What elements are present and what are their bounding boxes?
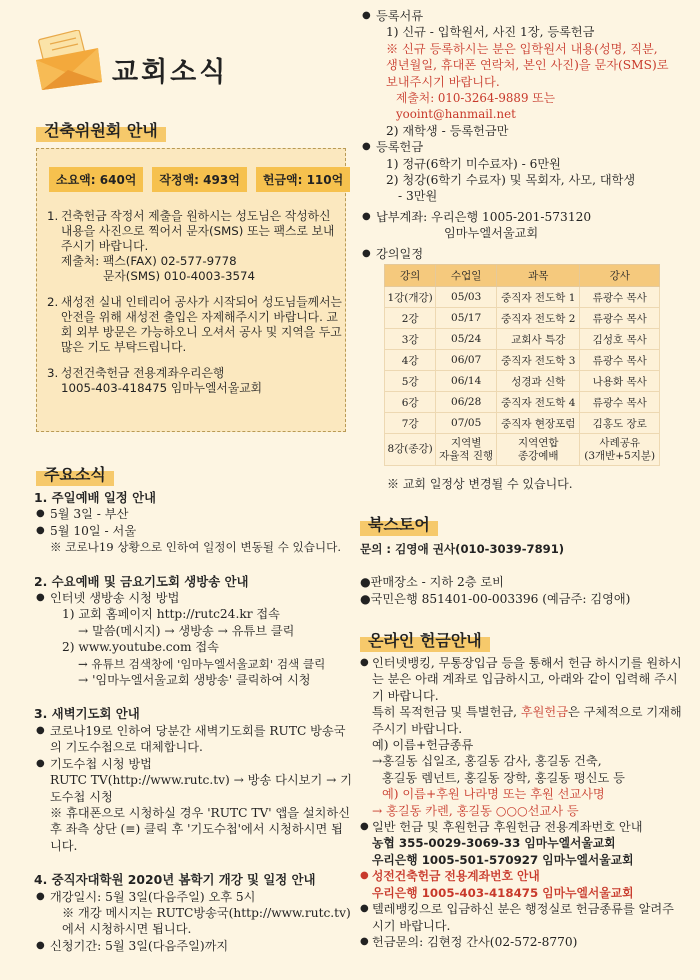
table-cell: 나용화 목사: [580, 371, 660, 392]
table-cell: 4강: [385, 350, 436, 371]
table-row: [385, 434, 660, 466]
news-item-3: 3. 새벽기도회 안내 ● 코로나19로 인하여 당분간 새벽기도회를 RUTC 방송국의 기도수첩으로 대체합니다. ● 기도수첩 시청 방법 RUTC TV(http://www.rutc.tv) → 방송 다시보기 → 기도수첩 시청 ※ 휴대폰으로 시청하실 경우 'RUTC TV' 앱을 설치하신 후 좌측 상단 (≡) 클릭 후 '기도수첩'에서 시청하시면 됩니다.: [34, 706, 354, 854]
table-cell: 05/03: [436, 287, 497, 308]
table-cell: 06/28: [436, 392, 497, 413]
bookstore-info: ●판매장소 - 지하 2층 로비 ●국민은행 851401-00-003396 (예금주: 김영애): [360, 575, 631, 606]
amount-badges: [49, 167, 350, 192]
table-cell: 성경과 신학: [497, 371, 580, 392]
online-offering-info: ● 인터넷뱅킹, 무통장입금 등을 통해서 헌금 하시기를 원하시는 분은 아래 계좌로 입금하시고, 아래와 같이 입력해 주시기 바랍니다. 특히 목적헌금 및 특별헌금, 후원헌금은 구체적으로 기재해 주시기 바랍니다. 예) 이름+헌금종류 →홍길동 십일조, 홍길동 감사, 홍길동 건축, 홍길동 렘넌트, 홍길동 장학, 홍길동 평신도 등 예) 이름+후원 나라명 또는 후원 선교사명 → 홍길동 카렌, 홍길동 ○○○선교사 등 ● 일반 헌금 및 후원헌금 후원헌금 전용계좌번호 안내 농협 355-0029-3069-33 임마누엘서울교회 우리은행 1005-501-570927 임마누엘서울교회 ● 성전건축헌금 전용계좌번호 안내 우리은행 1005-403-418475 임마누엘서울교회 ● 텔레뱅킹으로 입금하신 분은 행정실로 헌금종류를 알려주시기 바랍니다. ● 헌금문의: 김현정 간사(02-572-8770): [360, 655, 682, 950]
table-cell: 06/14: [436, 371, 497, 392]
news-heading: 주요소식: [36, 460, 114, 488]
table-cell: 지역별 자율적 진행: [436, 434, 497, 466]
submission-contact: 제출처: 010-3264-9889 또는 yooint@hanmail.net: [396, 91, 555, 122]
table-cell: 05/17: [436, 308, 497, 329]
pledged-amount-badge: 작정액: 493억: [152, 167, 246, 192]
registration-section: ● 등록서류 1) 신규 - 입학원서, 사진 1장, 등록헌금 ※ 신규 등록하시는 분은 입학원서 내용(성명, 직분, 생년월일, 휴대폰 연락처, 본인 사진)을 문자(SMS)로 보내주시기 바랍니다. 제출처: 010-3264-9889 또는 yooint@hanmail.net 2) 재학생 - 등록헌금만 ● 등록헌금 1) 정규(6학기 미수료자) - 6만원 2) 청강(6학기 수료자) 및 목회자, 사모, 대학생 - 3만원 ● 납부계좌: 우리은행 1005-201-573120 임마누엘서울교회 ● 강의일정: [362, 8, 672, 262]
table-row: [385, 371, 660, 392]
table-cell: 중직자 현장포럼: [497, 413, 580, 434]
offering-inquiry: ● 헌금문의: 김현정 간사(02-572-8770): [360, 934, 682, 950]
table-cell: 중직자 전도학 3: [497, 350, 580, 371]
fax-number: 팩스(FAX) 02-577-9778: [103, 254, 237, 268]
required-amount-badge: 소요액: 640억: [49, 167, 143, 192]
table-cell: 류광수 목사: [580, 308, 660, 329]
table-cell: 중직자 전도학 4: [497, 392, 580, 413]
table-cell: 지역연합 종강예배: [497, 434, 580, 466]
online-offering-heading: 온라인 헌금안내: [360, 626, 490, 654]
table-row: [385, 329, 660, 350]
table-cell: 중직자 전도학 1: [497, 287, 580, 308]
table-row: [385, 350, 660, 371]
bookstore-heading: 북스토어: [360, 510, 438, 538]
table-cell: 07/05: [436, 413, 497, 434]
table-cell: 교회사 특강: [497, 329, 580, 350]
bookstore-contact: 문의 : 김영애 권사(010-3039-7891): [360, 542, 565, 556]
table-row: [385, 392, 660, 413]
nonghyup-account: 농협 355-0029-3069-33 임마누엘서울교회: [372, 836, 616, 851]
table-row: [385, 287, 660, 308]
building-account: 1005-403-418475 임마누엘서울교회: [61, 381, 263, 395]
table-cell: 7강: [385, 413, 436, 434]
table-row: [385, 308, 660, 329]
table-cell: 류광수 목사: [580, 287, 660, 308]
offered-amount-badge: 헌금액: 110억: [256, 167, 350, 192]
schedule-note: ※ 교회 일정상 변경될 수 있습니다.: [387, 477, 573, 491]
page-title: 교회소식: [112, 57, 229, 88]
table-cell: 중직자 전도학 2: [497, 308, 580, 329]
lecture-schedule-table: [384, 264, 660, 466]
table-header-row: 강의 수업일 과목 강사: [385, 265, 660, 287]
building-notice-2: 2. 새성전 실내 인테리어 공사가 시작되어 성도님들께서는 안전을 위해 새성전 출입은 자제해주시기 바랍니다. 교회 외부 방문은 가능하오니 오셔서 공사 및 지역을 두고 많은 기도 부탁드립니다.: [47, 295, 342, 354]
table-row: [385, 413, 660, 434]
building-info-box: [36, 148, 346, 432]
table-cell: 사례공유 (3개반+5지분): [580, 434, 660, 466]
news-item-1: 1. 주일예배 일정 안내 ● 5월 3일 - 부산 ● 5월 10일 - 서울 ※ 코로나19 상황으로 인하여 일정이 변동될 수 있습니다.: [34, 490, 354, 556]
envelope-icon: [34, 30, 104, 92]
woori-account: 우리은행 1005-501-570927 임마누엘서울교회: [372, 852, 634, 867]
table-cell: 1강(개강): [385, 287, 436, 308]
news-list: [34, 490, 354, 972]
table-cell: 3강: [385, 329, 436, 350]
building-notice-list: [47, 209, 342, 407]
building-heading: 건축위원회 안내: [36, 116, 166, 144]
table-cell: 2강: [385, 308, 436, 329]
table-cell: 류광수 목사: [580, 392, 660, 413]
news-item-2: 2. 수요예배 및 금요기도회 생방송 안내 ● 인터넷 생방송 시청 방법 1) 교회 홈페이지 http://rutc24.kr 접속 → 말씀(메시지) → 생방송 → 유튜브 클릭 2) www.youtube.com 접속 → 유튜브 검색창에 '임마누엘서울교회' 검색 클릭 → '임마누엘서울교회 생방송' 클릭하여 시청: [34, 574, 354, 689]
table-cell: 6강: [385, 392, 436, 413]
table-cell: 05/24: [436, 329, 497, 350]
building-notice-1: 1. 건축헌금 작정서 제출을 원하시는 성도님은 작성하신 내용을 사진으로 찍어서 문자(SMS) 또는 팩스로 보내주시기 바랍니다. 제출처: 팩스(FAX) 02-577-9778 문자(SMS) 010-4003-3574: [47, 209, 335, 283]
sms-number: 문자(SMS) 010-4003-3574: [103, 269, 255, 283]
building-fund-account: 우리은행 1005-403-418475 임마누엘서울교회: [372, 885, 634, 900]
news-item-4: 4. 중직자대학원 2020년 봄학기 개강 및 일정 안내 ● 개강일시: 5월 3일(다음주일) 오후 5시 ※ 개강 메시지는 RUTC방송국(http://www.rutc.tv)에서 시청하시면 됩니다. ● 신청기간: 5월 3일(다음주일)까지: [34, 872, 354, 954]
table-cell: 5강: [385, 371, 436, 392]
table-cell: 김홍도 장로: [580, 413, 660, 434]
table-cell: 8강(종강): [385, 434, 436, 466]
new-registration-note: ※ 신규 등록하시는 분은 입학원서 내용(성명, 직분, 생년월일, 휴대폰 연락처, 본인 사진)을 문자(SMS)로 보내주시기 바랍니다.: [386, 41, 669, 89]
building-notice-3: 3. 성전건축헌금 전용계좌우리은행 1005-403-418475 임마누엘서울교회: [47, 366, 342, 396]
table-cell: 06/07: [436, 350, 497, 371]
payment-account: ● 납부계좌: 우리은행 1005-201-573120: [362, 209, 672, 225]
table-cell: 김성호 목사: [580, 329, 660, 350]
table-cell: 류광수 목사: [580, 350, 660, 371]
